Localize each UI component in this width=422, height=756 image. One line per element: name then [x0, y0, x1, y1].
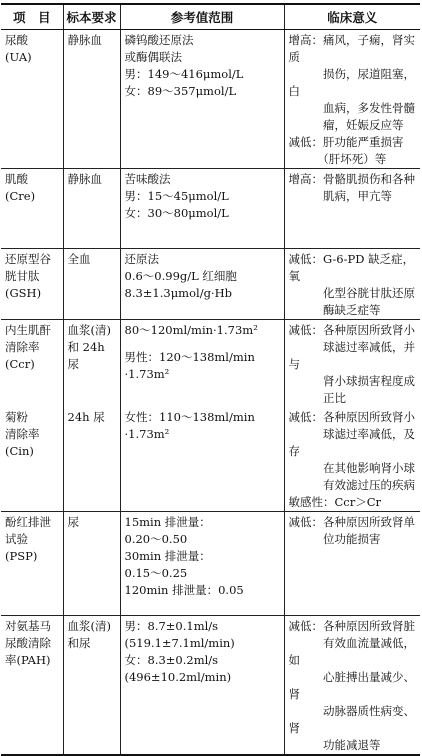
significance-line: 减低：各种原因所致肾小	[288, 323, 415, 337]
specimen-line: 尿	[67, 515, 79, 529]
reference-line: 女：89～357μmol/L	[124, 84, 237, 98]
significance-line: 动脉器质性病变、肾	[288, 704, 415, 735]
reference-line: 磷钨酸还原法	[124, 33, 194, 47]
significance-line: 位功能损害	[288, 532, 381, 546]
table-row	[1, 616, 420, 756]
reference-line: 80～120ml/min·1.73m²	[124, 323, 258, 337]
item-line: 率(PAH)	[5, 653, 51, 667]
reference-cell	[120, 616, 284, 756]
item-line: 试验	[5, 532, 28, 546]
table-row	[1, 320, 420, 408]
item-line: (PSP)	[5, 549, 38, 563]
reference-spacer	[125, 339, 281, 349]
reference-cell	[120, 320, 284, 408]
significance-cell	[284, 616, 420, 756]
reference-line: 0.20～0.50	[124, 532, 188, 546]
specimen-cell	[63, 30, 120, 169]
significance-line: 增高：痛风，子痫，肾实质	[288, 33, 415, 64]
reference-cell	[120, 407, 284, 512]
item-line: 胱甘肽	[5, 269, 40, 283]
item-line: 对氨基马	[5, 619, 51, 633]
table-row	[1, 249, 420, 320]
significance-line: 球滤过率减低，并与	[288, 340, 415, 371]
item-cell	[1, 169, 63, 249]
reference-line: 120min 排泄量：0.05	[124, 583, 244, 597]
significance-cell	[284, 30, 420, 169]
specimen-line: 24h 尿	[67, 410, 105, 424]
significance-line: 瘤，妊娠反应等	[288, 118, 404, 132]
reference-line: 15min 排泄量：	[124, 515, 211, 529]
specimen-line: 血浆(清)	[67, 323, 111, 337]
item-cell	[1, 616, 63, 756]
significance-line: 减低：各种原因所致肾单	[288, 515, 415, 529]
specimen-cell	[63, 249, 120, 320]
header-significance: 临床意义	[284, 4, 420, 30]
specimen-line: 全血	[67, 252, 91, 266]
significance-line: 减低：各种原因所致肾小	[288, 410, 415, 424]
item-line: 清除率	[5, 427, 40, 441]
item-line: 内生肌酐	[5, 323, 51, 337]
specimen-line: 静脉血	[67, 33, 102, 47]
item-line: 清除率	[5, 340, 40, 354]
item-line: (GSH)	[5, 286, 42, 300]
significance-line: 酶缺乏症等	[288, 303, 381, 317]
specimen-line: 和 24h	[67, 340, 105, 354]
reference-line: (519.1±7.1ml/min)	[124, 636, 235, 650]
table-row	[1, 169, 420, 249]
specimen-cell	[63, 169, 120, 249]
header-reference: 参考值范围	[120, 4, 284, 30]
item-line: (UA)	[5, 50, 32, 64]
reference-line: 0.15～0.25	[124, 566, 188, 580]
header-row	[1, 4, 420, 30]
reference-line: 苦味酸法	[124, 172, 171, 186]
reference-line: 还原法	[124, 252, 159, 266]
reference-cell	[120, 249, 284, 320]
significance-line: 有效血流量减低，如	[288, 636, 415, 667]
reference-cell	[120, 30, 284, 169]
significance-cell	[284, 320, 420, 408]
item-line: (Cre)	[5, 189, 36, 203]
item-line: (Ccr)	[5, 357, 35, 371]
reference-cell	[120, 512, 284, 616]
table-row	[1, 30, 420, 169]
reference-line: ·1.73m²	[124, 367, 170, 381]
specimen-cell	[63, 320, 120, 408]
item-cell	[1, 407, 63, 512]
item-line: 肌酸	[5, 172, 28, 186]
item-cell	[1, 512, 63, 616]
specimen-line: 尿	[67, 357, 79, 371]
specimen-cell	[63, 616, 120, 756]
specimen-line: 和尿	[67, 636, 91, 650]
item-line: (Cin)	[5, 444, 34, 458]
significance-line: 损伤，尿道阻塞，白	[288, 67, 415, 98]
table-row	[1, 512, 420, 616]
significance-line: 减低：各种原因所致肾脏	[288, 619, 415, 633]
item-line: 尿酸	[5, 33, 28, 47]
significance-cell	[284, 249, 420, 320]
reference-line: (496±10.2ml/min)	[124, 670, 232, 684]
specimen-cell	[63, 407, 120, 512]
significance-line: 在其他影响肾小球	[288, 461, 415, 475]
reference-line: 男：8.7±0.1ml/s	[124, 619, 219, 633]
item-line: 酚红排泄	[5, 515, 51, 529]
item-cell	[1, 249, 63, 320]
significance-line: 肾小球损害程度成	[288, 374, 415, 388]
significance-line: 血病，多发性骨髓	[288, 101, 415, 115]
item-cell	[1, 320, 63, 408]
specimen-line: 静脉血	[67, 172, 102, 186]
significance-line: 心脏搏出量减少、肾	[288, 670, 415, 701]
reference-line: 男：15～45μmol/L	[124, 189, 229, 203]
header-specimen: 标本要求	[63, 4, 120, 30]
significance-line: 减低：肝功能严重损害	[288, 135, 404, 149]
reference-line: 30min 排泄量：	[124, 549, 211, 563]
specimen-cell	[63, 512, 120, 616]
significance-cell	[284, 512, 420, 616]
reference-line: 男：149～416μmol/L	[124, 67, 244, 81]
significance-line: 功能减退等	[288, 738, 381, 752]
reference-line: 0.6～0.99g/L 红细胞	[124, 269, 237, 283]
reference-cell	[120, 169, 284, 249]
significance-line: 正比	[288, 391, 346, 405]
item-line: 尿酸清除	[5, 636, 51, 650]
table-row	[1, 407, 420, 512]
significance-line: 有效滤过压的疾病	[288, 478, 415, 492]
significance-line: 球滤过率减低，及存	[288, 427, 415, 458]
reference-line: 或酶偶联法	[124, 50, 182, 64]
reference-line: 8.3±1.3μmol/g·Hb	[124, 286, 232, 300]
significance-line: 增高：骨骼肌损伤和各种	[288, 172, 415, 186]
reference-line: ·1.73m²	[124, 427, 170, 441]
specimen-line: 血浆(清)	[67, 619, 111, 633]
reference-line: 女：30～80μmol/L	[124, 206, 229, 220]
header-item: 项 目	[1, 4, 63, 30]
significance-cell	[284, 169, 420, 249]
reference-line: 女性：110～138ml/min	[124, 410, 255, 424]
significance-cell	[284, 407, 420, 512]
significance-line: 减低：G-6-PD 缺乏症，氧	[288, 252, 415, 283]
reference-line: 男性：120～138ml/min	[124, 350, 255, 364]
significance-line: 肌病，甲亢等	[288, 189, 392, 203]
reference-line: 女：8.3±0.2ml/s	[124, 653, 219, 667]
item-cell	[1, 30, 63, 169]
significance-line: 敏感性：Ccr＞Cr	[288, 495, 382, 509]
item-line: 还原型谷	[5, 252, 51, 266]
significance-line: 化型谷胱甘肽还原	[288, 286, 415, 300]
significance-line: （肝坏死）等	[288, 152, 387, 166]
item-line: 菊粉	[5, 410, 28, 424]
reference-table	[1, 3, 420, 756]
